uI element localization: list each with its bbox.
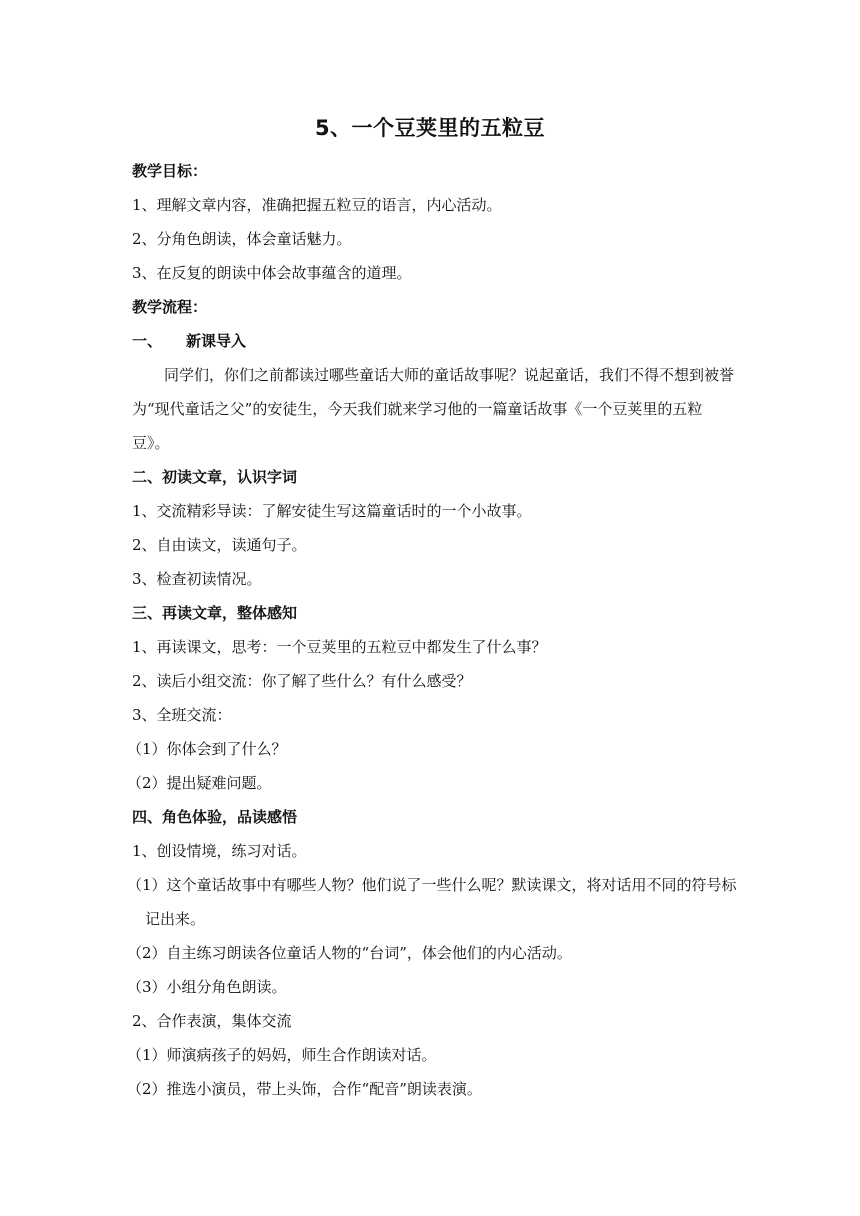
section-4-heading: 四、角色体验，品读感悟 [132, 808, 298, 826]
section-3-subitem: （2）提出疑难问题。 [127, 774, 272, 792]
section-4-item-2-subitem: （2）推选小演员，带上头饰，合作“配音”朗读表演。 [127, 1080, 482, 1098]
section-3-item: 3、全班交流： [132, 706, 232, 724]
section-4-item-1-subitem: （3）小组分角色朗读。 [127, 978, 287, 996]
section-3-subitem: （1）你体会到了什么？ [127, 740, 287, 758]
section-2-item: 3、检查初读情况。 [132, 570, 262, 588]
section-4-item-2-subitem: （1）师演病孩子的妈妈，师生合作朗读对话。 [127, 1046, 437, 1064]
section-3-item: 2、读后小组交流：你了解了些什么？有什么感受？ [132, 672, 472, 690]
section-4-item-1-subitem: （2）自主练习朗读各位童话人物的“台词”，体会他们的内心活动。 [127, 944, 572, 962]
section-4-item-1-subitem: （1）这个童话故事中有哪些人物？他们说了一些什么呢？默读课文，将对话用不同的符号标记出来。 [127, 876, 737, 928]
objectives-heading: 教学目标： [132, 162, 208, 180]
section-2-item: 2、自由读文，读通句子。 [132, 536, 307, 554]
section-4-item-2: 2、合作表演，集体交流 [132, 1012, 292, 1030]
section-3-item: 1、再读课文，思考：一个豆荚里的五粒豆中都发生了什么事？ [132, 638, 547, 656]
process-heading: 教学流程： [132, 298, 208, 316]
document-body [127, 154, 737, 1106]
section-2-item: 1、交流精彩导读：了解安徒生写这篇童话时的一个小故事。 [132, 502, 532, 520]
section-1-number: 一、 [132, 332, 163, 350]
objective-item: 1、理解文章内容，准确把握五粒豆的语言，内心活动。 [132, 196, 502, 214]
section-4-item-1: 1、创设情境，练习对话。 [132, 842, 307, 860]
objective-item: 3、在反复的朗读中体会故事蕴含的道理。 [132, 264, 412, 282]
section-2-heading: 二、初读文章，认识字词 [132, 468, 298, 486]
section-1-heading [132, 324, 737, 358]
section-3-heading: 三、再读文章，整体感知 [132, 604, 298, 622]
document-title: 5、一个豆荚里的五粒豆 [314, 116, 546, 140]
section-1-title: 新课导入 [186, 332, 247, 350]
section-1-paragraph: 同学们，你们之前都读过哪些童话大师的童话故事呢？说起童话，我们不得不想到被誉为“现代童话之父”的安徒生，今天我们就来学习他的一篇童话故事《一个豆荚里的五粒豆》。 [132, 366, 735, 452]
objective-item: 2、分角色朗读，体会童话魅力。 [132, 230, 352, 248]
